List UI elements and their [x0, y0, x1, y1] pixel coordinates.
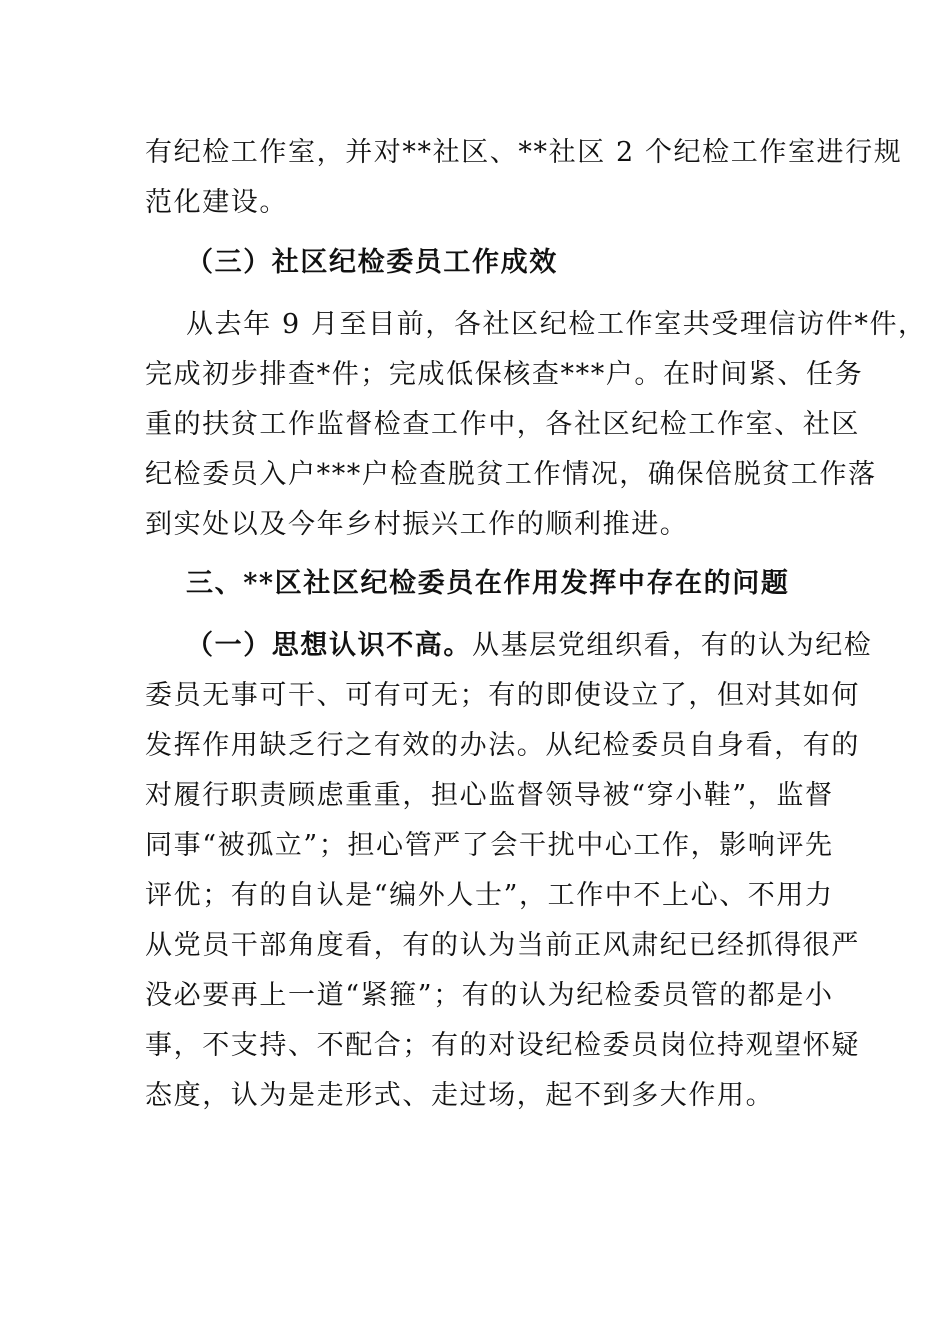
- para3-line-7: 从党员干部角度看，有的认为当前正风肃纪已经抓得很严: [145, 930, 860, 961]
- para3-line-1: [186, 621, 886, 671]
- para2-line-4: 纪检委员入户***户检查脱贫工作情况，确保倍脱贫工作落: [145, 459, 877, 490]
- para2-line-1: 从去年 9 月至目前，各社区纪检工作室共受理信访件*件，: [186, 309, 927, 340]
- para2-line-3: 重的扶贫工作监督检查工作中，各社区纪检工作室、社区: [145, 409, 860, 440]
- para3-line-2: 委员无事可干、可有可无；有的即使设立了，但对其如何: [145, 680, 860, 711]
- para3-line-4: 对履行职责顾虑重重，担心监督领导被“穿小鞋”，监督: [145, 780, 834, 811]
- para1-line-2: 范化建设。: [145, 187, 288, 218]
- para1-line-1: 有纪检工作室，并对**社区、**社区 2 个纪检工作室进行规: [145, 137, 903, 168]
- para3-line-9: 事，不支持、不配合；有的对设纪检委员岗位持观望怀疑: [145, 1030, 860, 1061]
- para3-line-8: 没必要再上一道“紧箍”；有的认为纪检委员管的都是小: [145, 980, 834, 1011]
- para3-lead: （一）思想认识不高。: [186, 630, 472, 661]
- para3-line-3: 发挥作用缺乏行之有效的办法。从纪检委员自身看，有的: [145, 730, 860, 761]
- para3-line-1-rest: 从基层党组织看，有的认为纪检: [472, 630, 873, 661]
- para3-line-6: 评优；有的自认是“编外人士”，工作中不上心、不用力: [145, 880, 834, 911]
- para3-line-10: 态度，认为是走形式、走过场，起不到多大作用。: [145, 1080, 775, 1111]
- para2-line-2: 完成初步排查*件；完成低保核查***户。在时间紧、任务: [145, 359, 864, 390]
- section-heading-3: 三、**区社区纪检委员在作用发挥中存在的问题: [186, 568, 790, 599]
- subheading-3: （三）社区纪检委员工作成效: [186, 247, 558, 278]
- para3-line-5: 同事“被孤立”；担心管严了会干扰中心工作，影响评先: [145, 830, 834, 861]
- para2-line-5: 到实处以及今年乡村振兴工作的顺利推进。: [145, 509, 689, 540]
